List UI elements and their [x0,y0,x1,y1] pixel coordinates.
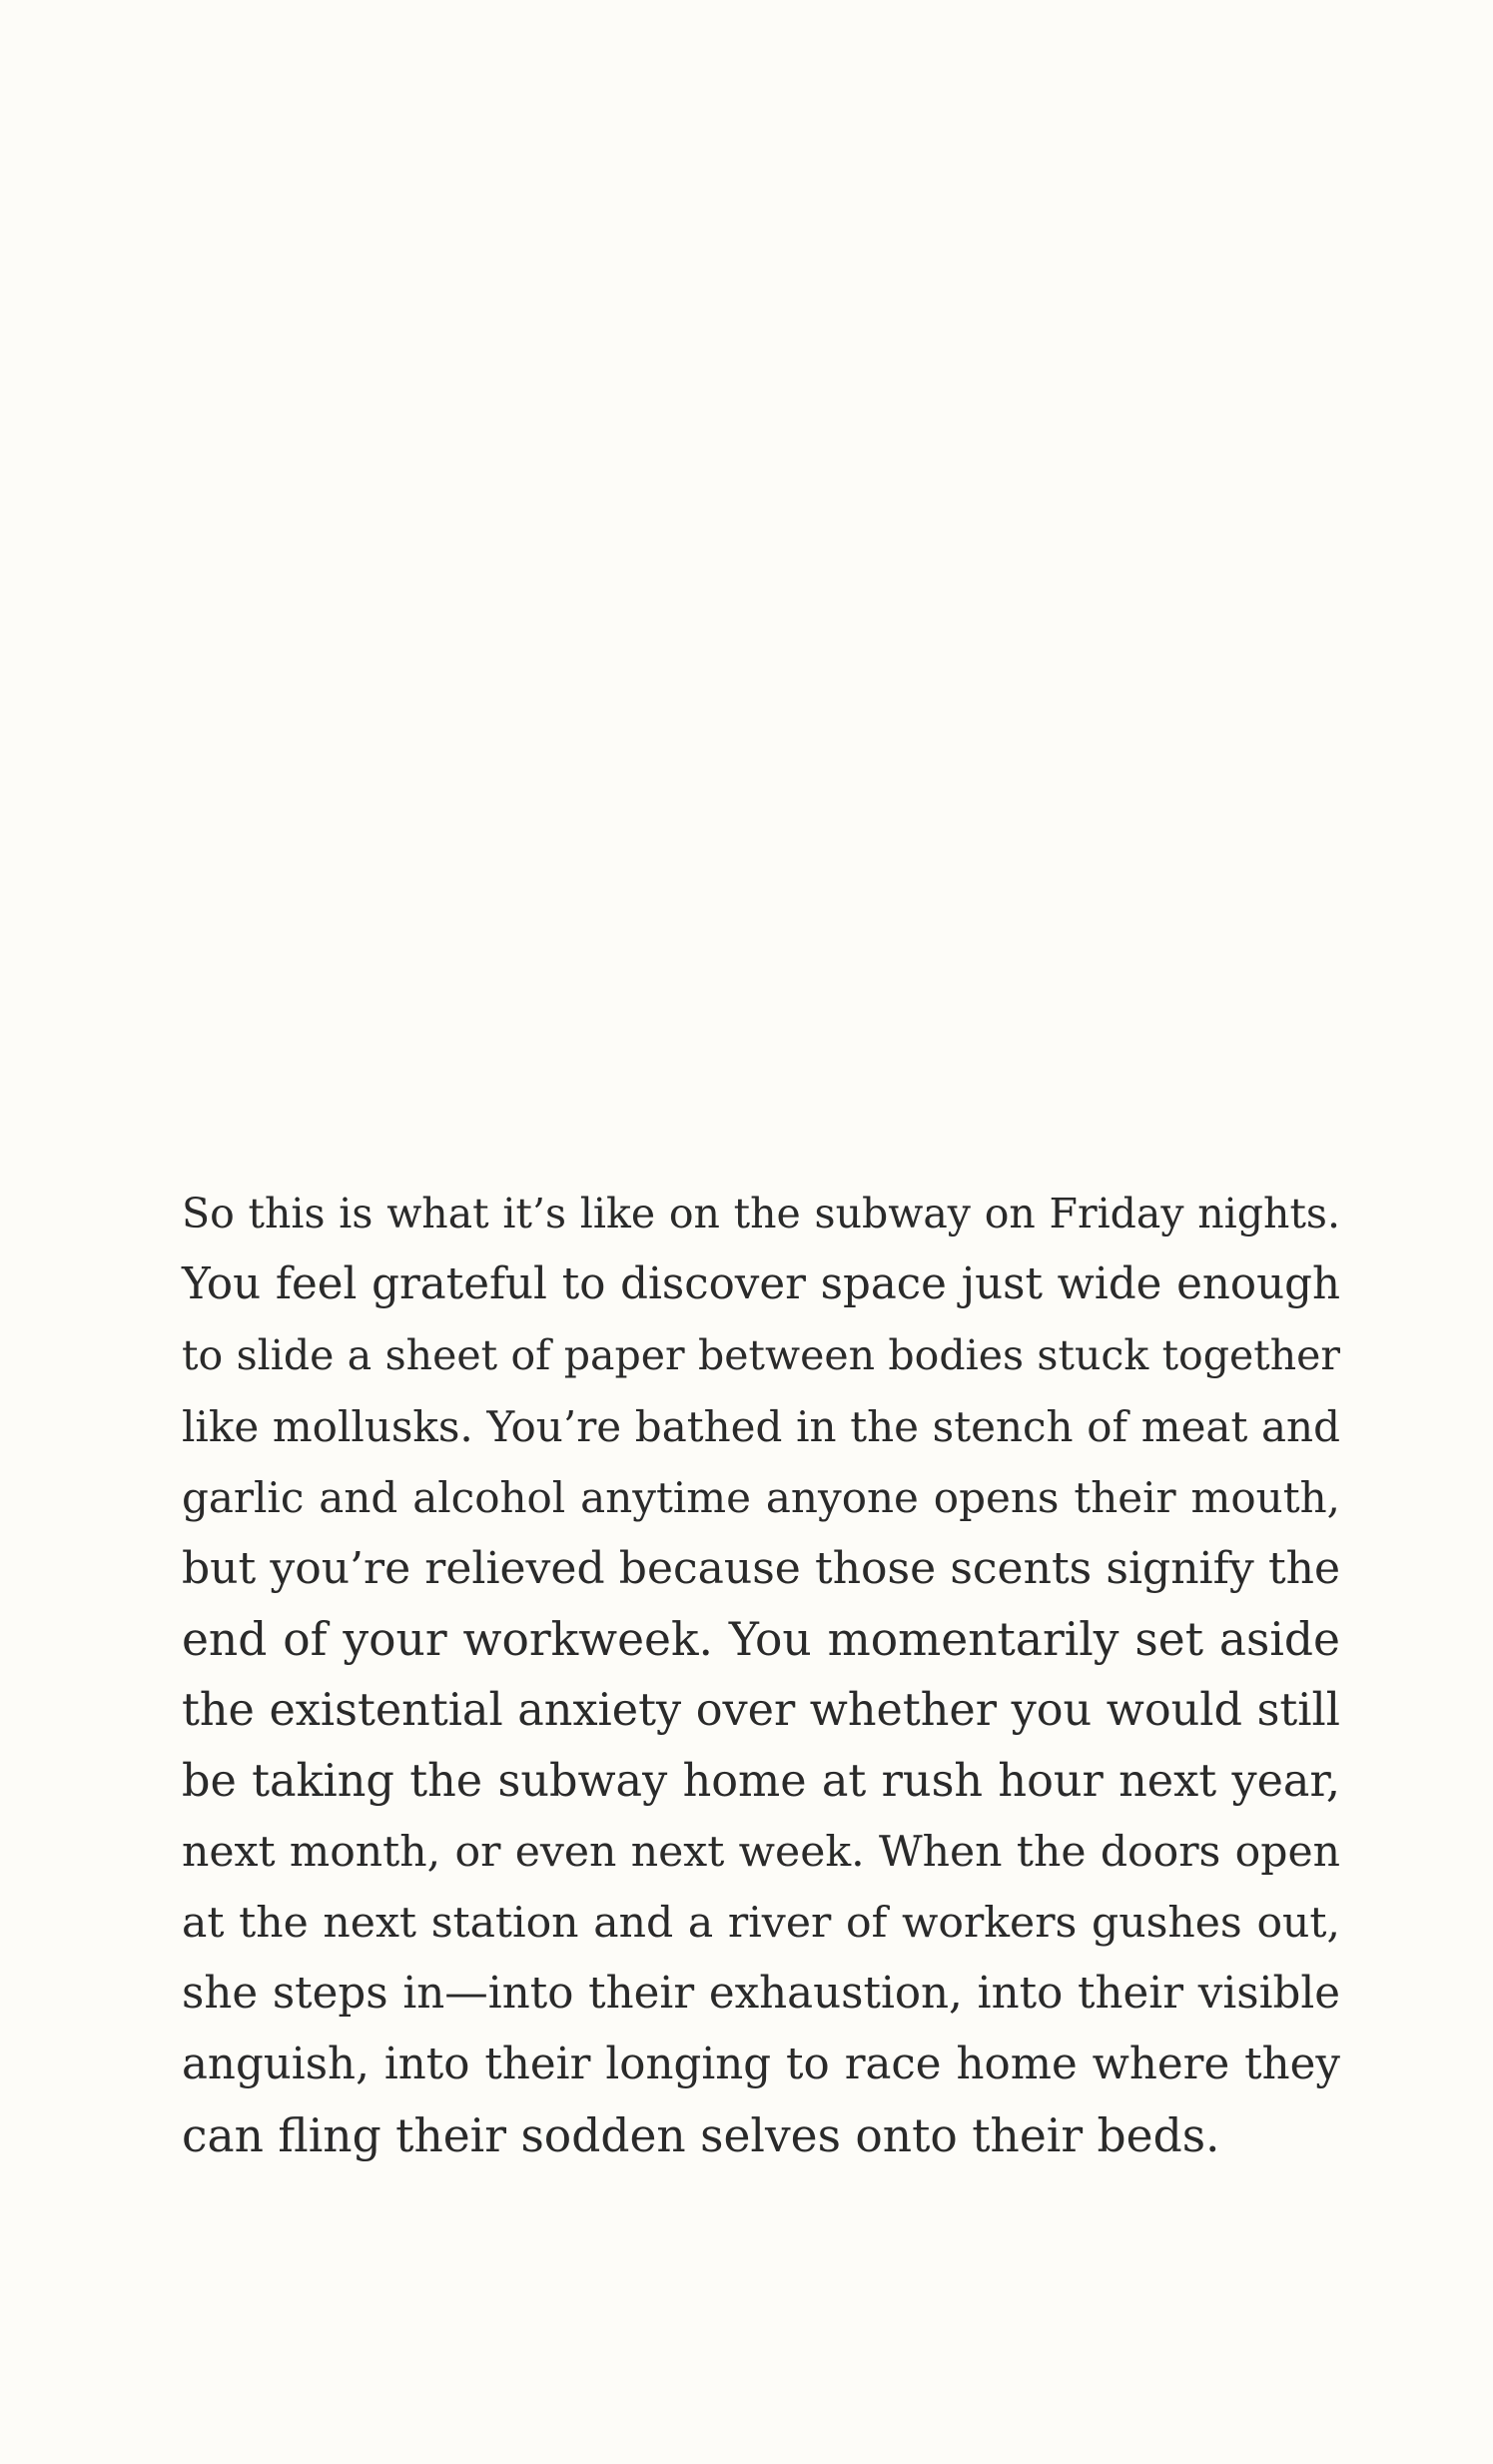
text-line: to slide a sheet of paper between bodies stuck together [182,1331,1340,1379]
text-line: can fling their sodden selves onto their beds. [182,2109,1220,2162]
text-line: anguish, into their longing to race home where they [182,2040,1340,2089]
text-line: next month, or even next week. When the doors open [182,1828,1340,1877]
body-paragraph [182,1179,1340,2171]
text-line: So this is what it’s like on the subway on Friday nights. [182,1190,1340,1237]
text-line: at the next station and a river of workers gushes out, [182,1899,1340,1948]
text-line: garlic and alcohol anytime anyone opens their mouth, [182,1473,1340,1522]
text-line: be taking the subway home at rush hour next year, [182,1756,1340,1807]
text-line: You feel grateful to discover space just wide enough [182,1259,1340,1309]
text-line: she steps in—into their exhaustion, into their visible [182,1969,1340,2019]
text-line: end of your workweek. You momentarily set aside [182,1613,1340,1666]
text-line: the existential anxiety over whether you would still [182,1685,1340,1736]
text-line: like mollusks. You’re bathed in the stench of meat and [182,1402,1340,1451]
text-line: but you’re relieved because those scents signify the [182,1543,1340,1594]
